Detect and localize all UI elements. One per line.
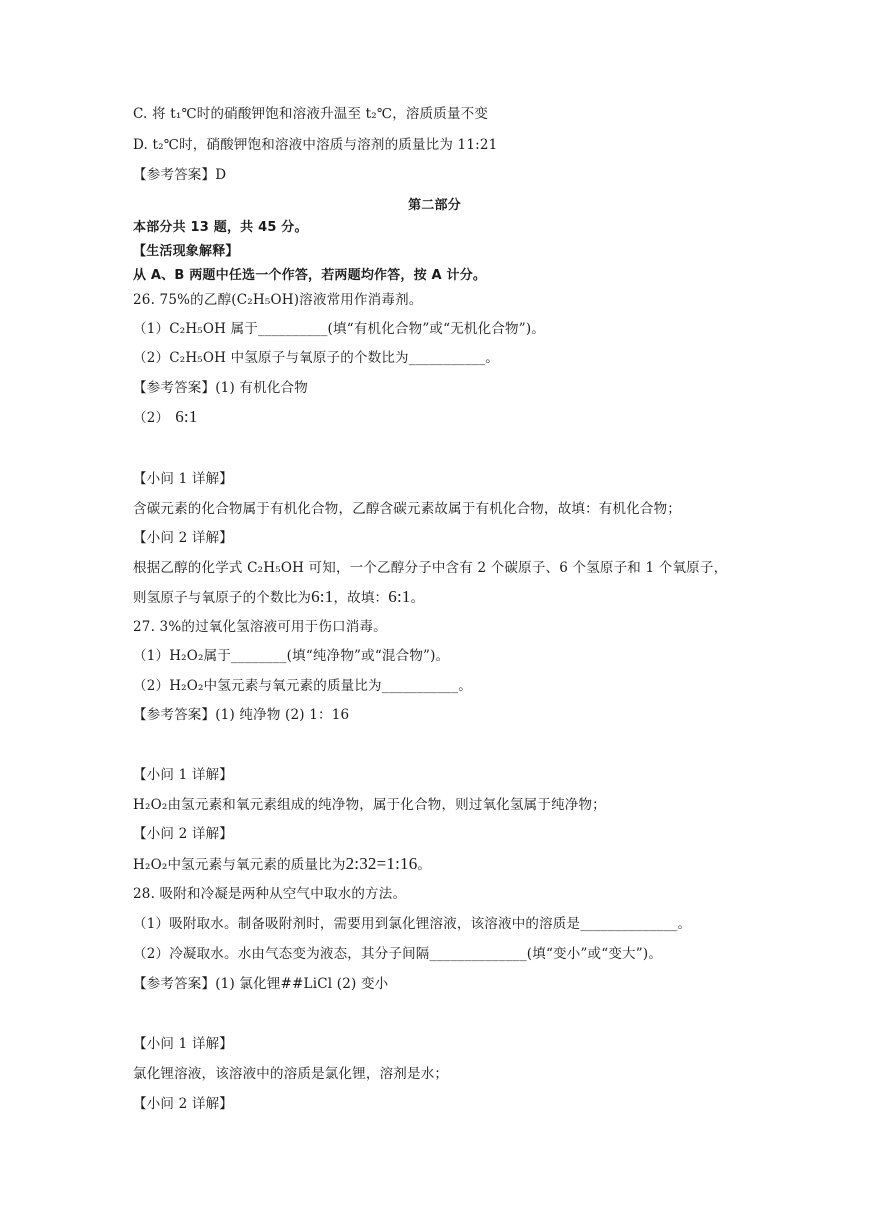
q26-detail-1: 含碳元素的化合物属于有机化合物，乙醇含碳元素故属于有机化合物，故填：有机化合物；: [133, 501, 681, 517]
option-d: D. t₂℃时，硝酸钾饱和溶液中溶质与溶剂的质量比为 11:21: [133, 137, 498, 153]
q27-detail-1-heading: 【小问 1 详解】: [133, 767, 233, 783]
question-27-part-2: （2）H₂O₂中氢元素与氧元素的质量比为___________。: [133, 678, 472, 694]
q27-detail-2: [133, 854, 431, 875]
q27-detail-2-heading: 【小问 2 详解】: [133, 826, 233, 842]
part-two-title: 第二部分: [408, 198, 461, 213]
answer-25: 【参考答案】D: [133, 167, 227, 183]
answer-26-part-2-prefix: （2）: [133, 410, 170, 426]
answer-28: 【参考答案】(1) 氯化锂##LiCl (2) 变小: [133, 976, 389, 992]
question-27-part-1: （1）H₂O₂属于________(填“纯净物”或“混合物”)。: [133, 648, 450, 664]
q26-detail-2-line-1: 根据乙醇的化学式 C₂H₅OH 可知，一个乙醇分子中含有 2 个碳原子、6 个氢原子和 1 个氧原子，: [133, 560, 728, 576]
answer-26-part-2: [133, 407, 198, 428]
section-rule: 从 A、B 两题中任选一个作答，若两题均作答，按 A 计分。: [133, 268, 487, 283]
option-c: C. 将 t₁℃时的硝酸钾饱和溶液升温至 t₂℃，溶质质量不变: [133, 106, 489, 122]
question-28: 28. 吸附和冷凝是两种从空气中取水的方法。: [133, 886, 407, 902]
question-26: 26. 75%的乙醇(C₂H₅OH)溶液常用作消毒剂。: [133, 292, 423, 308]
section-title: 【生活现象解释】: [133, 244, 239, 259]
question-26-part-2: （2）C₂H₅OH 中氢原子与氧原子的个数比为___________。: [133, 350, 499, 366]
q27-detail-1: H₂O₂由氢元素和氧元素组成的纯净物，属于化合物，则过氧化氢属于纯净物；: [133, 797, 606, 813]
q26-detail-2-end: 。: [410, 590, 425, 606]
q28-detail-2-heading: 【小问 2 详解】: [133, 1096, 233, 1112]
answer-27: 【参考答案】(1) 纯净物 (2) 1：16: [133, 707, 350, 723]
q27-detail-2-ratio: 2:32=1:16: [345, 854, 418, 873]
q26-detail-2-heading: 【小问 2 详解】: [133, 530, 233, 546]
q26-detail-2-ratio-answer: 6:1: [388, 587, 411, 606]
q28-detail-1: 氯化锂溶液，该溶液中的溶质是氯化锂，溶剂是水；: [133, 1066, 449, 1082]
answer-26-part-1: 【参考答案】(1) 有机化合物: [133, 380, 308, 396]
question-26-part-1: （1）C₂H₅OH 属于__________(填“有机化合物”或“无机化合物”)。: [133, 321, 545, 337]
q26-detail-2-ratio: 6:1: [311, 587, 334, 606]
q28-detail-1-heading: 【小问 1 详解】: [133, 1036, 233, 1052]
q27-detail-2-text: H₂O₂中氢元素与氧元素的质量比为: [133, 857, 346, 873]
part-two-intro: 本部分共 13 题，共 45 分。: [133, 220, 308, 235]
q26-detail-1-heading: 【小问 1 详解】: [133, 471, 233, 487]
q27-detail-2-end: 。: [417, 857, 432, 873]
question-28-part-1: （1）吸附取水。制备吸附剂时，需要用到氯化锂溶液，该溶液中的溶质是______________。: [133, 916, 692, 932]
q26-detail-2-fill: ，故填：: [333, 590, 389, 606]
q26-detail-2-text: 则氢原子与氧原子的个数比为: [133, 590, 312, 606]
question-28-part-2: （2）冷凝取水。水由气态变为液态，其分子间隔______________(填“变小”或“变大”)。: [133, 946, 663, 962]
answer-26-ratio: 6:1: [175, 407, 198, 426]
question-27: 27. 3%的过氧化氢溶液可用于伤口消毒。: [133, 619, 387, 635]
q26-detail-2-line-2: [133, 587, 424, 608]
